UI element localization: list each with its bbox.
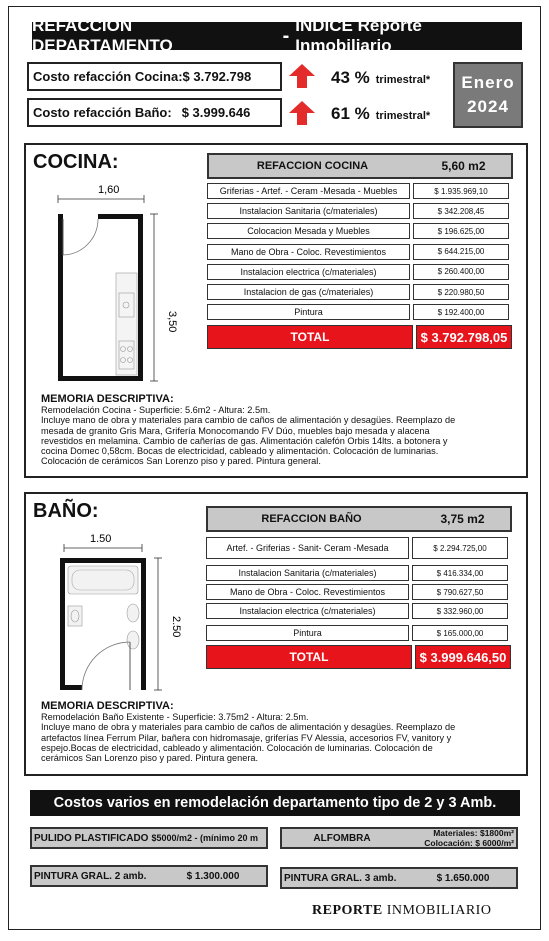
bath-cost-box <box>27 98 282 127</box>
svg-text:2.50: 2.50 <box>170 616 182 638</box>
kitchen-memo-line: revestidos en melamina. Cambio de cañerías de gas. Alimentación calefón Orbis 14lts. a botonera y <box>41 435 448 446</box>
kitchen-memo-line: cocina Domec 0,58cm. Bocas de electricidad, cableado y alimentación. Colocación de luminarias. <box>41 446 439 457</box>
pintura3-label: PINTURA GRAL. 3 amb. <box>284 872 397 884</box>
kitchen-row-value: $ 342.208,45 <box>413 203 509 219</box>
kitchen-memo-line: Incluye mano de obra y materiales para cambio de caños de alimentación y desagües. Reemplazo de <box>41 415 456 426</box>
alfombra-materiales: Materiales: $1800m² <box>433 828 514 838</box>
date-year: 2024 <box>467 97 509 116</box>
bath-row-value: $ 2.294.725,00 <box>412 537 508 559</box>
bath-row <box>206 603 508 619</box>
title-part1: REFACCION DEPARTAMENTO <box>32 16 173 55</box>
alfombra-prices <box>402 828 516 848</box>
alfombra-box <box>280 827 518 849</box>
kitchen-pct-value: 43 % <box>331 68 370 87</box>
bath-memo <box>41 700 531 763</box>
kitchen-total-label: TOTAL <box>207 325 413 349</box>
bath-table-title: REFACCION BAÑO <box>261 513 362 525</box>
bath-total-value: $ 3.999.646,50 <box>415 645 511 669</box>
kitchen-row-item: Instalacion de gas (c/materiales) <box>207 284 410 300</box>
bath-title: BAÑO: <box>33 500 99 522</box>
bath-table-area: 3,75 m2 <box>440 512 485 526</box>
date-month: Enero <box>461 73 515 92</box>
kitchen-pct-period: trimestral* <box>375 74 431 86</box>
kitchen-memo-line: Remodelación Cocina - Superficie: 5.6m2 - Altura: 2.5m. <box>41 405 271 415</box>
kitchen-memo-line: mesada de granito Gris Mara, Grifería Monocomando FV Dúo, muebles bajo mesada y alacena <box>41 425 430 436</box>
bath-row-item: Mano de Obra - Coloc. Revestimientos <box>206 584 409 600</box>
bath-table-header <box>206 506 512 532</box>
kitchen-memo-title: MEMORIA DESCRIPTIVA: <box>41 393 174 405</box>
date-badge <box>453 62 523 128</box>
bath-row-value: $ 332.960,00 <box>412 603 508 619</box>
bath-row <box>206 625 508 641</box>
bath-memo-line: cerámicos San Lorenzo piso y pared. Pintura genera. <box>41 753 259 764</box>
pintura2-label: PINTURA GRAL. 2 amb. <box>34 870 147 882</box>
bath-cost-value: $ 3.999.646 <box>181 105 251 120</box>
kitchen-cost-value: $ 3.792.798 <box>182 69 252 84</box>
alfombra-colocacion: Colocación: $ 6000/m² <box>424 838 514 848</box>
bath-row-item: Artef. - Griferias - Sanit- Ceram -Mesada <box>206 537 409 559</box>
bath-row-item: Pintura <box>206 625 409 641</box>
alfombra-label: ALFOMBRA <box>313 832 371 844</box>
bath-row <box>206 584 508 600</box>
svg-text:1,60: 1,60 <box>98 184 120 196</box>
bath-row-value: $ 165.000,00 <box>412 625 508 641</box>
kitchen-row <box>207 203 509 219</box>
kitchen-total-value: $ 3.792.798,05 <box>416 325 512 349</box>
bath-memo-line: Incluye mano de obra y materiales para cambio de caños de alimentación y desagües. Reemplazo de <box>41 722 456 733</box>
footer-brand-rest: INMOBILIARIO <box>382 903 492 918</box>
bath-memo-line: Remodelación Baño Existente - Superficie: 3.75m2 - Altura: 2.5m. <box>41 712 309 722</box>
misc-costs-title: Costos varios en remodelación departamento tipo de 2 y 3 Amb. <box>30 790 520 816</box>
kitchen-row <box>207 304 509 320</box>
bath-row-value: $ 416.334,00 <box>412 565 508 581</box>
svg-text:1.50: 1.50 <box>90 533 112 545</box>
kitchen-row <box>207 244 509 260</box>
bath-row <box>206 537 508 559</box>
bath-floor-plan <box>42 528 212 698</box>
kitchen-memo-line: Colocación de cerámicos San Lorenzo piso y pared. Pintura general. <box>41 456 321 467</box>
pulido-label: PULIDO PLASTIFICADO <box>34 832 149 844</box>
kitchen-title: COCINA: <box>33 151 119 173</box>
bath-up-arrow-icon <box>288 100 316 126</box>
kitchen-table-title: REFACCION COCINA <box>256 160 369 172</box>
kitchen-row-value: $ 192.400,00 <box>413 304 509 320</box>
bath-row-item: Instalacion electrica (c/materiales) <box>206 603 409 619</box>
pintura2-box <box>30 865 268 887</box>
footer-brand-bold: REPORTE <box>312 903 383 918</box>
bath-memo-title: MEMORIA DESCRIPTIVA: <box>41 700 174 712</box>
pintura3-value: $ 1.650.000 <box>436 872 490 884</box>
bath-row-item: Instalacion Sanitaria (c/materiales) <box>206 565 409 581</box>
pintura2-value: $ 1.300.000 <box>186 870 240 882</box>
kitchen-row-value: $ 1.935.969,10 <box>413 183 509 199</box>
bath-memo-line: espejo.Bocas de electricidad, cableado y alimentación. Colocación de luminarias. Colocación de <box>41 742 433 753</box>
bath-pct-period: trimestral* <box>375 110 431 122</box>
kitchen-floor-plan <box>36 181 206 391</box>
kitchen-row-item: Griferias - Artef. - Ceram -Mesada - Muebles <box>207 183 410 199</box>
bath-total-row <box>206 645 511 669</box>
pulido-value: $5000/m2 - (mínimo 20 m <box>151 833 258 843</box>
kitchen-table-header <box>207 153 513 179</box>
kitchen-row-item: Instalacion electrica (c/materiales) <box>207 264 410 280</box>
bath-pct <box>331 104 430 124</box>
kitchen-cost-box <box>27 62 282 91</box>
kitchen-row <box>207 183 509 199</box>
pulido-box <box>30 827 268 849</box>
bath-total-label: TOTAL <box>206 645 412 669</box>
page-title <box>32 16 522 55</box>
kitchen-row <box>207 223 509 239</box>
kitchen-table-area: 5,60 m2 <box>441 159 486 173</box>
kitchen-row-value: $ 644.215,00 <box>413 244 509 260</box>
kitchen-total-row <box>207 325 512 349</box>
kitchen-pct <box>331 68 430 88</box>
kitchen-row-item: Instalacion Sanitaria (c/materiales) <box>207 203 410 219</box>
kitchen-row-value: $ 220.980,50 <box>413 284 509 300</box>
title-part2: INDICE Reporte Inmobiliario <box>295 16 422 55</box>
pintura3-box <box>280 867 518 889</box>
bath-row <box>206 565 508 581</box>
svg-text:3,50: 3,50 <box>166 311 178 333</box>
bath-pct-value: 61 % <box>331 104 370 123</box>
title-dash: - <box>282 24 290 47</box>
bath-row-value: $ 790.627,50 <box>412 584 508 600</box>
bath-cost-label: Costo refacción Baño: <box>33 105 172 120</box>
kitchen-cost-label: Costo refacción Cocina: <box>33 69 183 84</box>
kitchen-row-value: $ 260.400,00 <box>413 264 509 280</box>
kitchen-row <box>207 284 509 300</box>
kitchen-up-arrow-icon <box>288 63 316 89</box>
kitchen-row-value: $ 196.625,00 <box>413 223 509 239</box>
kitchen-row-item: Pintura <box>207 304 410 320</box>
kitchen-row-item: Mano de Obra - Coloc. Revestimientos <box>207 244 410 260</box>
kitchen-row <box>207 264 509 280</box>
kitchen-row-item: Colocacion Mesada y Muebles <box>207 223 410 239</box>
kitchen-memo <box>41 393 531 467</box>
bath-memo-line: artefactos línea Ferrum Pilar, bañera con hidromasaje, griferías FV Alessia, accesorios FV, vanitory y <box>41 732 452 743</box>
footer-brand <box>312 903 491 919</box>
